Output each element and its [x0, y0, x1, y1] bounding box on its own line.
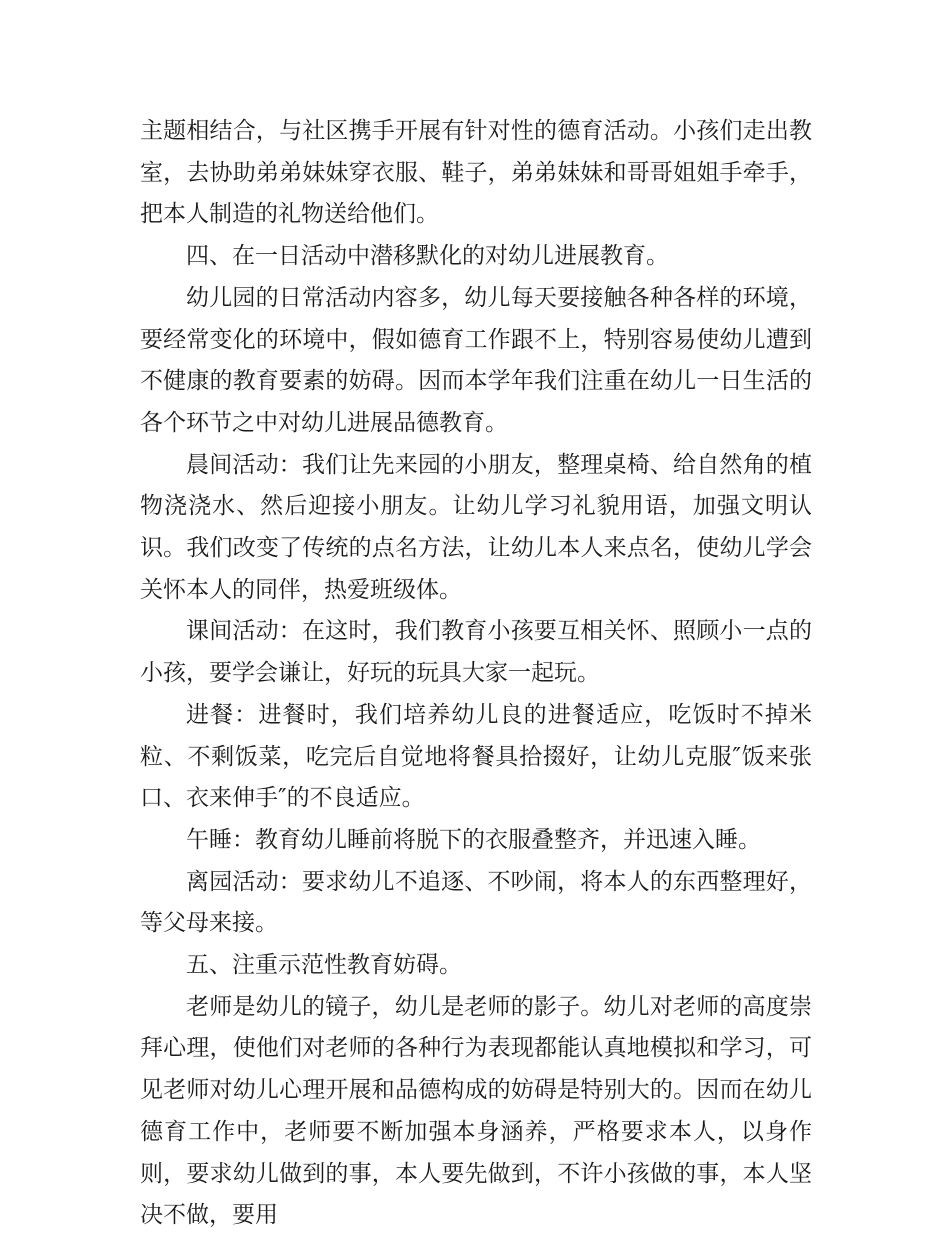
paragraph-nap: 午睡：教育幼儿睡前将脱下的衣服叠整齐，并迅速入睡。	[186, 826, 761, 853]
paragraph-teacher-example: 老师是幼儿的镜子，幼儿是老师的影子。幼儿对老师的高度崇拜心理，使他们对老师的各种行为表现都能认真地模拟和学习，可见老师对幼儿心理开展和品德构成的妨碍是特别大的。因而在幼儿德育工作中，老师要不断加强本身涵养，严格要求本人，以身作则，要求幼儿做到的事，本人要先做到，不许小孩做的事，本人坚决不做，要用	[140, 993, 812, 1229]
paragraph-meal: 进餐：进餐时，我们培养幼儿良的进餐适应，吃饭时不掉米粒、不剩饭菜，吃完后自觉地将餐具拾掇好，让幼儿克服″饭来张口、衣来伸手″的不良适应。	[140, 701, 812, 812]
paragraph-morning-activity: 晨间活动：我们让先来园的小朋友，整理桌椅、给自然角的植物浇浇水、然后迎接小朋友。让幼儿学习礼貌用语，加强文明认识。我们改变了传统的点名方法，让幼儿本人来点名，使幼儿学会关怀本人的同伴，热爱班级体。	[140, 451, 812, 603]
heading-section-five: 五、注重示范性教育妨碍。	[186, 952, 462, 979]
document-body	[140, 111, 812, 1237]
paragraph-daily-activities: 幼儿园的日常活动内容多，幼儿每天要接触各种各样的环境，要经常变化的环境中，假如德育工作跟不上，特别容易使幼儿遭到不健康的教育要素的妨碍。因而本学年我们注重在幼儿一日生活的各个环节之中对幼儿进展品德教育。	[140, 284, 812, 436]
paragraph-continuation: 主题相结合，与社区携手开展有针对性的德育活动。小孩们走出教室，去协助弟弟妹妹穿衣服、鞋子，弟弟妹妹和哥哥姐姐手牵手，把本人制造的礼物送给他们。	[140, 118, 812, 228]
heading-section-four: 四、在一日活动中潜移默化的对幼儿进展教育。	[186, 243, 669, 270]
paragraph-departure: 离园活动：要求幼儿不追逐、不吵闹，将本人的东西整理好，等父母来接。	[140, 868, 812, 937]
paragraph-break-activity: 课间活动：在这时，我们教育小孩要互相关怀、照顾小一点的小孩，要学会谦让，好玩的玩具大家一起玩。	[140, 618, 812, 687]
